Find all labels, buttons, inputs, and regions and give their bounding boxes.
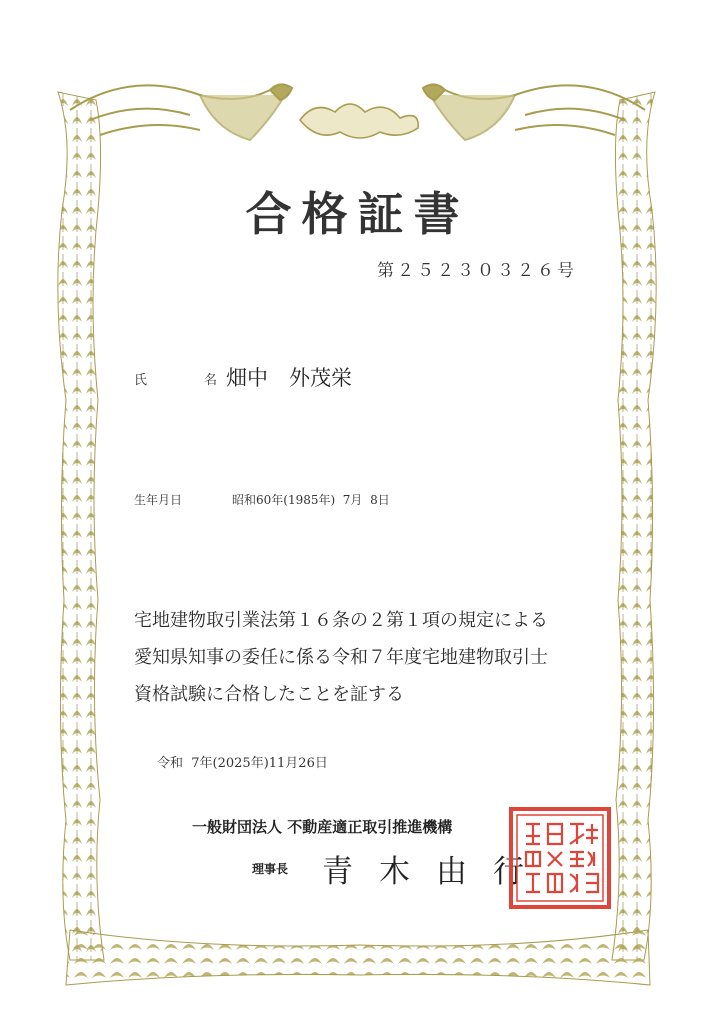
president-label: 理事長 (252, 862, 289, 876)
official-seal-stamp (508, 806, 612, 910)
phoenix-left-icon (70, 84, 292, 140)
issuing-organization: 一般財団法人 不動産適正取引推進機構 (192, 818, 453, 836)
bottom-border-band (66, 930, 650, 985)
body-line: 愛知県知事の委任に係る令和７年度宅地建物取引士 (134, 647, 548, 668)
certificate-number: 第２５２３０３２６号 (377, 261, 577, 281)
body-line: 資格試験に合格したことを証する (134, 684, 404, 705)
president-name: 青木由行 (322, 854, 550, 890)
body-line: 宅地建物取引業法第１６条の２第１項の規定による (134, 610, 548, 631)
phoenix-right-icon (423, 84, 645, 140)
dob-value: 昭和60年(1985年) 7月 8日 (232, 493, 390, 507)
name-label: 氏 名 (134, 373, 240, 388)
certificate-body (134, 602, 604, 713)
holder-name: 畑中 外茂栄 (226, 366, 352, 390)
dob-label: 生年月日 (134, 493, 183, 507)
cloud-ornament-icon (300, 104, 418, 138)
issue-date: 令和 7年(2025年)11月26日 (157, 756, 328, 771)
certificate-title: 合格証書 (245, 187, 470, 241)
